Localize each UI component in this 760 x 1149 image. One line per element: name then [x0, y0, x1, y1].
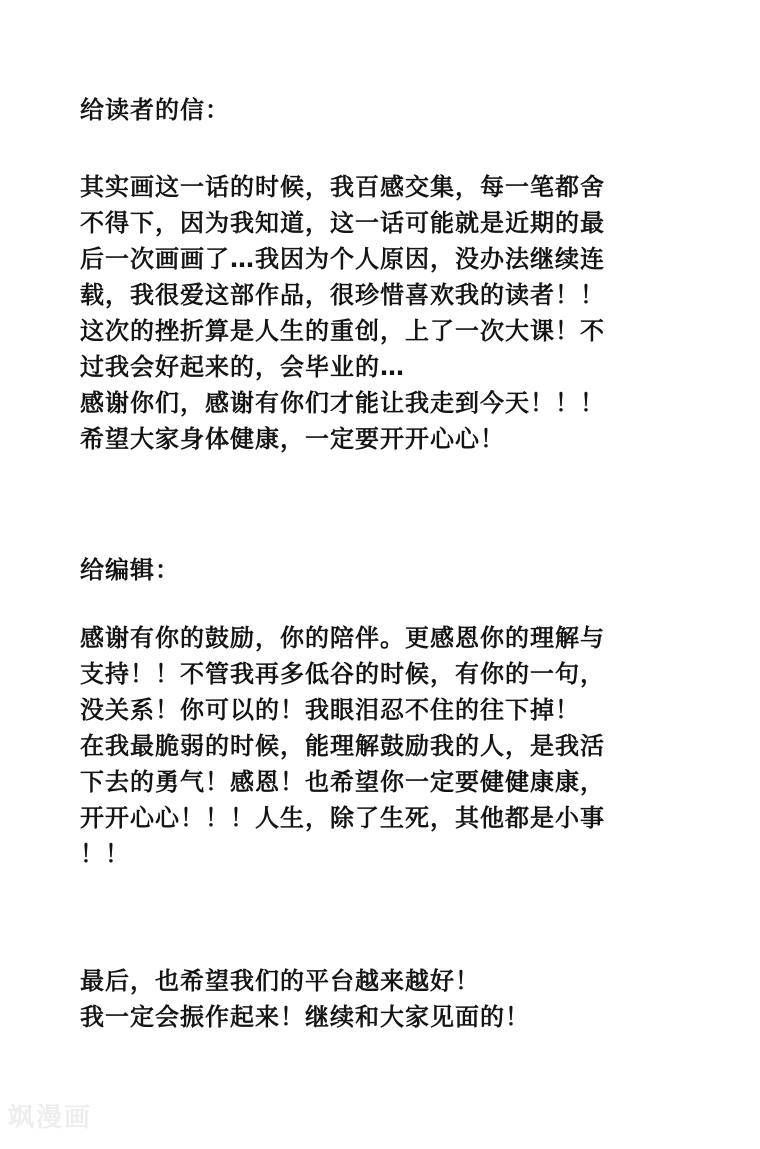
watermark-logo: 飒漫画: [8, 1103, 93, 1133]
text-line: ！！: [80, 840, 130, 868]
text-line: 不得下，因为我知道，这一话可能就是近期的最: [80, 209, 605, 237]
text-line: 这次的挫折算是人生的重创，上了一次大课！不: [80, 317, 605, 345]
readers-letter-heading: 给读者的信：: [80, 96, 230, 124]
editor-letter-body: [80, 620, 720, 872]
editor-letter-heading: 给编辑：: [80, 556, 180, 584]
text-line: 载，我很爱这部作品，很珍惜喜欢我的读者！！: [80, 281, 605, 309]
text-line: 下去的勇气！感恩！也希望你一定要健健康康，: [80, 768, 605, 796]
text-line: 没关系！你可以的！我眼泪忍不住的往下掉！: [80, 696, 580, 724]
text-line: 后一次画画了…我因为个人原因，没办法继续连: [80, 245, 605, 273]
text-line: 开开心心！！！人生，除了生死，其他都是小事: [80, 804, 605, 832]
text-line: 我一定会振作起来！继续和大家见面的！: [80, 1003, 530, 1031]
text-line: 感谢有你的鼓励，你的陪伴。更感恩你的理解与: [80, 624, 605, 652]
text-line: 希望大家身体健康，一定要开开心心！: [80, 425, 505, 453]
closing-body: [80, 963, 720, 1035]
text-line: 过我会好起来的，会毕业的…: [80, 353, 405, 381]
text-line: 最后，也希望我们的平台越来越好！: [80, 967, 480, 995]
text-line: 其实画这一话的时候，我百感交集，每一笔都舍: [80, 173, 605, 201]
text-line: 在我最脆弱的时候，能理解鼓励我的人，是我活: [80, 732, 605, 760]
text-line: 感谢你们，感谢有你们才能让我走到今天！！！: [80, 389, 605, 417]
text-line: 支持！！不管我再多低谷的时候，有你的一句，: [80, 660, 605, 688]
readers-letter-body: [80, 169, 720, 457]
